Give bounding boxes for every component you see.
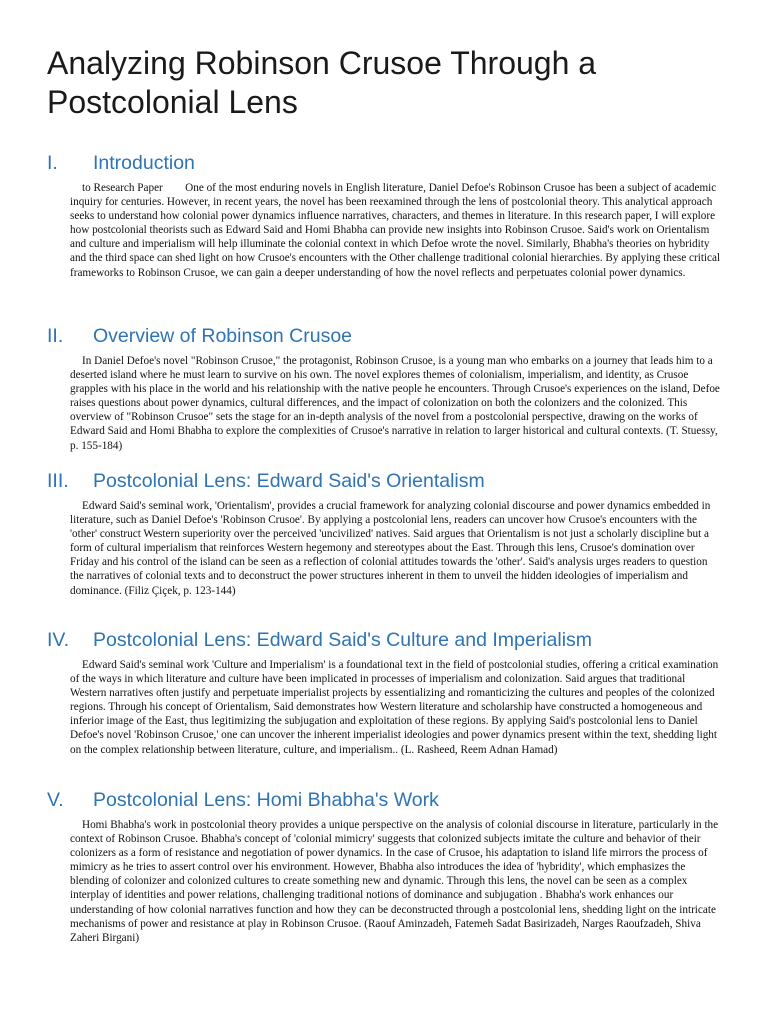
section-title: Postcolonial Lens: Edward Said's Culture and Imperialism: [93, 629, 593, 651]
section-title: Postcolonial Lens: Homi Bhabha's Work: [93, 789, 439, 811]
section-body-bhabha: Homi Bhabha's work in postcolonial theory provides a unique perspective on the analysis of colonial discourse in literature, particularly in the context of Robinson Crusoe. Bhabha's concept of 'colonial mimicry' suggests that colonized subjects imitate the culture and behavior of their colonizers as a form of resistance and negotiation of power dynamics. In the case of Crusoe, his adaptation to island life mirrors the process of mimicry as he tries to assert control over his environment. However, Bhabha also introduces the idea of 'hybridity', which emphasizes the blending of colonizer and colonized cultures to create something new and dynamic. Through this lens, the novel can be seen as a complex interplay of identities and power relations, challenging traditional notions of dominance and subjugation . Bhabha's work enhances our understanding of how colonial narratives function and how they can be deconstructed through a postcolonial lens, shedding light on the intricate mechanisms of power and resistance at play in Robinson Crusoe. (Raouf Aminzadeh, Fatemeh Sadat Basirizadeh, Narges Raoufzadeh, Shiva Zaheri Birgani): [70, 819, 719, 944]
section-title: Overview of Robinson Crusoe: [93, 325, 353, 347]
section-number: I.: [47, 152, 58, 174]
section-number: II.: [47, 325, 64, 347]
section-title: Postcolonial Lens: Edward Said's Orientalism: [93, 470, 485, 492]
section-title: Introduction: [93, 152, 195, 174]
section-number: V.: [47, 789, 64, 811]
section-body-orientalism: Edward Said's seminal work, 'Orientalism', provides a crucial framework for analyzing colonial discourse and power dynamics embedded in literature, such as Daniel Defoe's 'Robinson Crusoe'. By applying a postcolonial lens, readers can uncover how Crusoe's encounters with the 'other' construct Western superiority over the perceived 'uncivilized' natives. Said argues that Orientalism is not just a scholarly discipline but a form of cultural imperialism that reinforces Western hegemony and stereotypes about the East. Through this lens, Crusoe's domination over Friday and his control of the island can be seen as a reflection of colonial attitudes towards the 'other'. Said's analysis urges readers to question the narratives of colonial texts and to deconstruct the power structures inherent in them to unveil the hidden ideologies of imperialism and dominance. (Filiz Çiçek, p. 123-144): [70, 500, 711, 597]
section-body-overview: In Daniel Defoe's novel "Robinson Crusoe," the protagonist, Robinson Crusoe, is a young man who embarks on a journey that leads him to a deserted island where he must learn to survive on his own. The novel explores themes of colonialism, imperialism, and identity, as Crusoe grapples with his place in the world and his relationship with the native people he encounters. Through Crusoe's experiences on the island, Defoe raises questions about power dynamics, cultural differences, and the impact of colonization on both the colonizers and the colonized. This overview of "Robinson Crusoe" sets the stage for an in-depth analysis of the novel from a postcolonial perspective, drawing on the works of Edward Said and Homi Bhabha to explore the complexities of Crusoe's narrative in relation to larger historical and cultural contexts. (T. Stuessy, p. 155-184): [70, 355, 720, 452]
section-body-introduction: to Research Paper One of the most enduring novels in English literature, Daniel Defoe's Robinson Crusoe has been a subject of academic inquiry for centuries. However, in recent years, the novel has been reexamined through the lens of postcolonial theory. This analytical approach seeks to understand how colonial power dynamics influence narratives, characters, and themes in literature. In this research paper, I will explore how postcolonial theorists such as Edward Said and Homi Bhabha can provide new insights into Robinson Crusoe. Said's work on Orientalism and culture and imperialism will help illuminate the colonial context in which Defoe wrote the novel. Similarly, Bhabha's theories on hybridity and the third space can shed light on how Crusoe's encounters with the Other challenge traditional colonial hierarchies. By applying these critical frameworks to Robinson Crusoe, we can gain a deeper understanding of how the novel reflects and perpetuates colonial power dynamics.: [70, 182, 721, 279]
section-heading-bhabha: [47, 788, 747, 812]
section-heading-overview: [47, 324, 747, 348]
section-number: IV.: [47, 629, 70, 651]
section-heading-orientalism: [47, 469, 747, 493]
section-heading-culture-imperialism: [47, 628, 747, 652]
document-title: Analyzing Robinson Crusoe Through a Postcolonial Lens: [47, 45, 597, 120]
section-body-culture-imperialism: Edward Said's seminal work 'Culture and Imperialism' is a foundational text in the field of postcolonial studies, offering a critical examination of the ways in which literature and culture have been implicated in processes of imperialism and colonization. Said argues that traditional Western narratives often justify and perpetuate imperialist projects by essentializing and romanticizing the cultures and peoples of the colonized regions. Through his concept of Orientalism, Said demonstrates how Western literature and scholarship have constructed a homogeneous and inferior image of the East, thus legitimizing the subjugation and exploitation of these regions. By applying Said's postcolonial lens to Daniel Defoe's novel 'Robinson Crusoe,' one can uncover the inherent imperialist ideologies and power dynamics present within the text, shedding light on the complex relationship between literature, culture, and imperialism.. (L. Rasheed, Reem Adnan Hamad): [70, 659, 719, 756]
section-number: III.: [47, 470, 69, 492]
section-heading-introduction: [47, 151, 747, 175]
